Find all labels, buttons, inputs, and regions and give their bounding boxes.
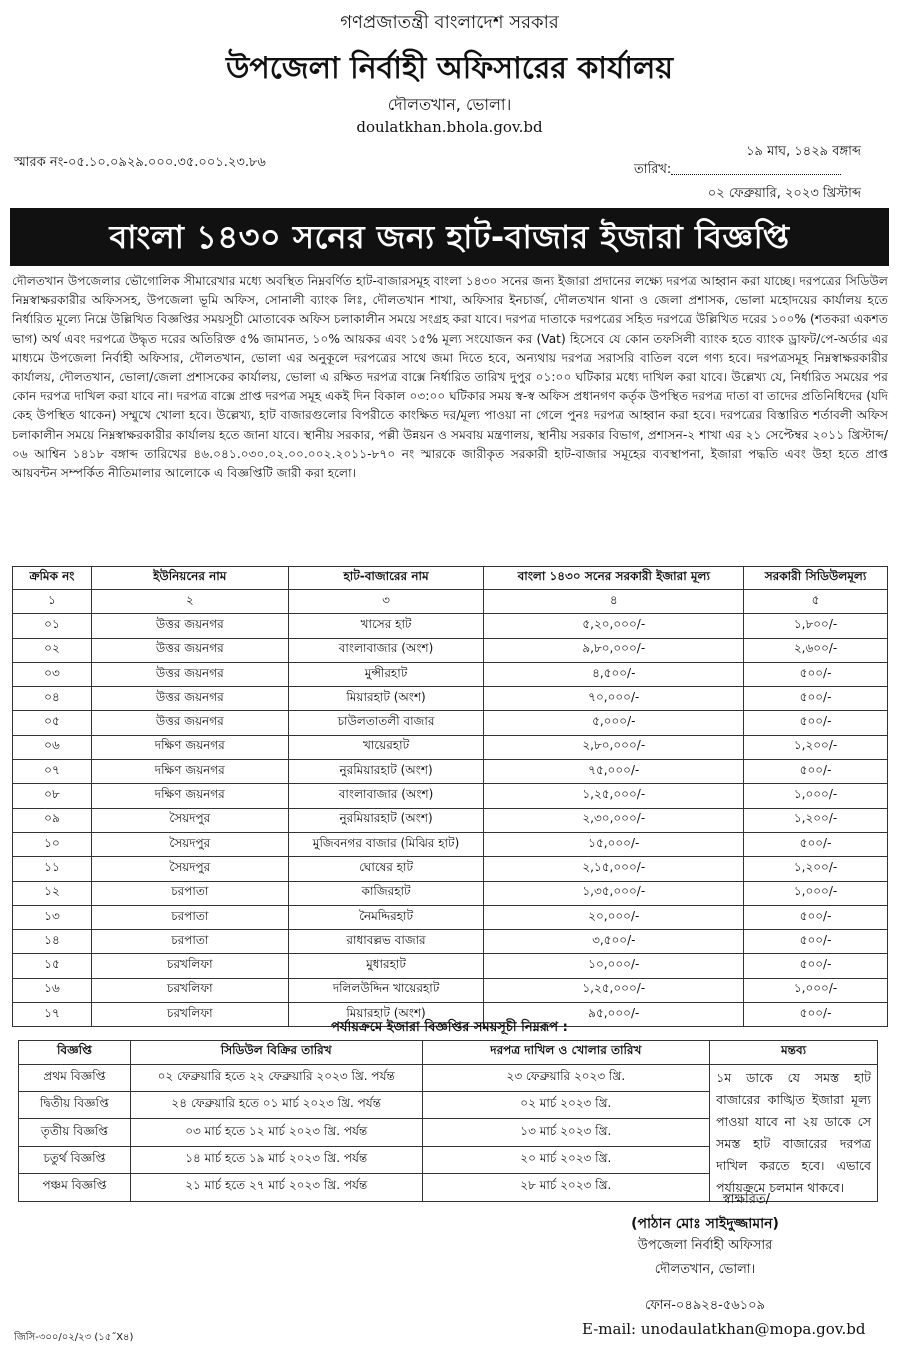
- cell-union: দক্ষিণ জয়নগর: [91, 784, 288, 808]
- table-row: [13, 978, 888, 1002]
- cell-market: ঘোষের হাট: [288, 857, 484, 881]
- sched-header-submit-date: দরপত্র দাখিল ও খোলার তারিখ: [422, 1041, 710, 1065]
- cell-schedule-price: ৫০০/-: [744, 662, 888, 686]
- cell-notice: তৃতীয় বিজ্ঞপ্তি: [19, 1119, 131, 1146]
- cell-market: খায়েরহাট: [288, 735, 484, 759]
- cell-market: নুরমিয়ারহাট (অংশ): [288, 808, 484, 832]
- memo-number: স্মারক নং-০৫.১০.০৯২৯.০০০.৩৫.০০১.২৩.৮৬: [14, 155, 266, 170]
- date-label: [634, 160, 841, 181]
- table-row: [13, 784, 888, 808]
- cell-serial: ১৬: [13, 978, 92, 1002]
- cell-lease-value: ২,৮০,০০০/-: [484, 735, 744, 759]
- cell-union: চরপাতা: [91, 930, 288, 954]
- table-row: [13, 711, 888, 735]
- cell-union: দক্ষিণ জয়নগর: [91, 735, 288, 759]
- cell-union: সৈয়দপুর: [91, 808, 288, 832]
- cell-market: বাংলাবাজার (অংশ): [288, 638, 484, 662]
- cell-sale-date: ০৩ মার্চ হতে ১২ মার্চ ২০২৩ খ্রি. পর্যন্ত: [130, 1119, 422, 1146]
- cell-market: কাজিরহাট: [288, 881, 484, 905]
- cell-schedule-price: ২,৬০০/-: [744, 638, 888, 662]
- cell-union: দক্ষিণ জয়নগর: [91, 760, 288, 784]
- cell-submit-date: ২০ মার্চ ২০২৩ খ্রি.: [422, 1146, 710, 1173]
- cell-serial: ০৮: [13, 784, 92, 808]
- office-website: doulatkhan.bhola.gov.bd: [356, 118, 543, 136]
- cell-lease-value: ৭০,০০০/-: [484, 687, 744, 711]
- cell-sale-date: ২১ মার্চ হতে ২৭ মার্চ ২০২৩ খ্রি. পর্যন্ত: [130, 1174, 422, 1201]
- cell-serial: ১১: [13, 857, 92, 881]
- cell-notice: দ্বিতীয় বিজ্ঞপ্তি: [19, 1091, 131, 1118]
- schedule-row: [19, 1064, 878, 1091]
- col-header-market: হাট-বাজারের নাম: [288, 567, 484, 590]
- cell-serial: ০৬: [13, 735, 92, 759]
- cell-schedule-price: ৫০০/-: [744, 760, 888, 784]
- cell-market: রাধাবল্লভ বাজার: [288, 930, 484, 954]
- cell-schedule-price: ১,০০০/-: [744, 881, 888, 905]
- cell-notice: প্রথম বিজ্ঞপ্তি: [19, 1064, 131, 1091]
- cell-lease-value: ১,২৫,০০০/-: [484, 784, 744, 808]
- signatory-email: E-mail: unodaulatkhan@mopa.gov.bd: [582, 1320, 866, 1338]
- office-address: দৌলতখান, ভোলা।: [387, 95, 512, 114]
- schedule-title: পর্যায়ক্রমে ইজারা বিজ্ঞপ্তির সময়সূচী নিম্নরূপ :: [331, 1020, 568, 1035]
- cell-serial: ১৪: [13, 930, 92, 954]
- bangla-date: ১৯ মাঘ, ১৪২৯ বঙ্গাব্দ: [746, 144, 861, 159]
- schedule-remark: ১ম ডাকে যে সমস্ত হাট বাজারের কাঙ্খিত ইজারা মূল্য পাওয়া যাবে না ২য় ডাকে সে সমস্ত হাট বাজারের দরপত্র দাখিল করতে হবে। এভাবে পর্যায়ক্রমে চলমান থাকবে।: [710, 1064, 878, 1201]
- col-header-serial: ক্রমিক নং: [13, 567, 92, 590]
- table-row: [13, 687, 888, 711]
- cell-serial: ১৭: [13, 1003, 92, 1027]
- cell-serial: ০২: [13, 638, 92, 662]
- schedule-header-row: [19, 1041, 878, 1065]
- col-number: ১: [13, 590, 92, 614]
- cell-submit-date: ২৮ মার্চ ২০২৩ খ্রি.: [422, 1174, 710, 1201]
- cell-schedule-price: ৫০০/-: [744, 832, 888, 856]
- signatory-phone: ফোন-০৪৯২৪-৫৬১০৯: [644, 1298, 766, 1313]
- table-header-row: [13, 567, 888, 590]
- table-row: [13, 735, 888, 759]
- cell-submit-date: ০২ মার্চ ২০২৩ খ্রি.: [422, 1091, 710, 1118]
- cell-lease-value: ৯৫,০০০/-: [484, 1003, 744, 1027]
- cell-market: চাউলতাতলী বাজার: [288, 711, 484, 735]
- cell-schedule-price: ৫০০/-: [744, 1003, 888, 1027]
- cell-market: দলিলউদ্দিন খায়েরহাট: [288, 978, 484, 1002]
- cell-serial: ১০: [13, 832, 92, 856]
- cell-market: বাংলাবাজার (অংশ): [288, 784, 484, 808]
- cell-schedule-price: ৫০০/-: [744, 905, 888, 929]
- table-row: [13, 662, 888, 686]
- cell-schedule-price: ১,২০০/-: [744, 857, 888, 881]
- col-number: ৪: [484, 590, 744, 614]
- cell-union: চরপাতা: [91, 905, 288, 929]
- table-row: [13, 760, 888, 784]
- cell-serial: ০৩: [13, 662, 92, 686]
- cell-lease-value: ৪,৫০০/-: [484, 662, 744, 686]
- table-row: [13, 930, 888, 954]
- signed-label: স্বাক্ষরিত/: [722, 1192, 770, 1207]
- cell-serial: ০৫: [13, 711, 92, 735]
- cell-lease-value: ১,২৫,০০০/-: [484, 978, 744, 1002]
- cell-schedule-price: ৫০০/-: [744, 711, 888, 735]
- cell-lease-value: ৯,৮০,০০০/-: [484, 638, 744, 662]
- table-row: [13, 638, 888, 662]
- cell-serial: ১৩: [13, 905, 92, 929]
- col-header-lease-value: বাংলা ১৪৩০ সনের সরকারী ইজারা মূল্য: [484, 567, 744, 590]
- cell-sale-date: ০২ ফেব্রুয়ারি হতে ২২ ফেব্রুয়ারি ২০২৩ খ্রি. পর্যন্ত: [130, 1064, 422, 1091]
- col-header-schedule-price: সরকারী সিডিউলমূল্য: [744, 567, 888, 590]
- table-row: [13, 614, 888, 638]
- schedule-table: [18, 1040, 878, 1202]
- cell-market: মুধারহাট: [288, 954, 484, 978]
- cell-union: চরখলিফা: [91, 1003, 288, 1027]
- cell-schedule-price: ১,২০০/-: [744, 808, 888, 832]
- cell-serial: ০৪: [13, 687, 92, 711]
- cell-union: উত্তর জয়নগর: [91, 662, 288, 686]
- cell-lease-value: ৫,২০,০০০/-: [484, 614, 744, 638]
- cell-serial: ০১: [13, 614, 92, 638]
- signatory-name: (পাঠান মোঃ সাইদুজ্জামান): [631, 1216, 779, 1232]
- cell-union: উত্তর জয়নগর: [91, 638, 288, 662]
- sched-header-sale-date: সিডিউল বিক্রির তারিখ: [130, 1041, 422, 1065]
- cell-schedule-price: ৫০০/-: [744, 930, 888, 954]
- notice-body-text: দৌলতখান উপজেলার ভৌগোলিক সীমারেখার মধ্যে অবস্থিত নিম্নবর্ণিত হাট-বাজারসমূহ বাংলা ১৪৩০ সনের জন্য ইজারা প্রদানের লক্ষ্যে দরপত্র আহ্বান করা যাচ্ছে। দরপত্রের সিডিউল নিম্নস্বাক্ষরকারীর অফিসসহ, উপজেলা ভূমি অফিস, সোনালী ব্যাংক লিঃ, দৌলতখান শাখা, অফিসার ইনচার্জ, দৌলতখান থানা ও জেলা প্রশাসক, ভোলা মহোদয়ের কার্যালয় হতে নির্ধারিত মূল্যে নিম্নে উল্লিখিত বিজ্ঞপ্তির সময়সূচী মোতাবেক অফিস চলাকালীন সময়ে সংগ্রহ করা যাবে। দরপত্র দাতাকে দরপত্রের সহিত দরপত্রে উল্লিখিত দরের ১০০% (শতকরা একশত ভাগ) অর্থ এবং দরপত্রে উদ্ধৃত দরের অতিরিক্ত ৫% জামানত, ১০% আয়কর এবং ১৫% মূল্য সংযোজন কর (Vat) হিসেবে যে কোন তফসিলী ব্যাংক হতে ব্যাংক ড্রাফট/পে-অর্ডার এর মাধ্যমে উপজেলা নির্বাহী অফিসার, দৌলতখান, ভোলা এর অনুকূলে দরপত্রের সাথে জমা দিতে হবে, অন্যথায় দরপত্র সরাসরি বাতিল বলে গণ্য হবে। দরপত্রসমূহ নিম্নস্বাক্ষরকারীর কার্যালয়, দৌলতখান, ভোলা/জেলা প্রশাসকের কার্যালয়, ভোলা এ রক্ষিত দরপত্র বাক্সে নির্ধারিত তারিখ দুপুর ০১:০০ ঘটিকার মধ্যে দাখিল করা যাবে। উল্লেখ্য যে, নির্ধারিত সময়ের পর কোন দরপত্র দাখিল করা যাবে না। দরপত্র বাক্সে প্রাপ্ত দরপত্র সমূহ একই দিন বিকাল ০৩:০০ ঘটিকার সময় স্ব-স্ব অফিস প্রধানগণ কর্তৃক উপস্থিত দরপত্র দাতা বা তাদের প্রতিনিধিদের (যদি কেহ উপস্থিত থাকেন) সম্মুখে খোলা হবে। উল্লেখ্য, হাট বাজারগুলোর বিপরীতে কাংক্ষিত দর/মূল্য পাওয়া না গেলে পুনঃ দরপত্র আহ্বান করা হবে। দরপত্রের বিস্তারিত শর্তাবলী অফিস চলাকালীন সময়ে নিম্নস্বাক্ষরকারীর কার্যালয় হতে জানা যাবে। স্থানীয় সরকার, পল্লী উন্নয়ন ও সমবায় মন্ত্রণালয়, স্থানীয় সরকার বিভাগ, প্রশাসন-২ শাখা এর ২১ সেপ্টেম্বর ২০১১ খ্রিস্টাব্দ/০৬ আশ্বিন ১৪১৮ বঙ্গাব্দ তারিখের ৪৬.০৪১.০৩০.০২.০০.০০২.২০১১-৮৭০ নং স্মারকে জারীকৃত সরকারী হাট-বাজার সমূহের ব্যবস্থাপনা, ইজারা পদ্ধতি এবং উহা হতে প্রাপ্ত আয়বন্টন সম্পর্কিত নীতিমালার আলোকে এ বিজ্ঞপ্তিটি জারী করা হলো।: [12, 274, 888, 481]
- cell-sale-date: ১৪ মার্চ হতে ১৯ মার্চ ২০২৩ খ্রি. পর্যন্ত: [130, 1146, 422, 1173]
- notice-banner: বাংলা ১৪৩০ সনের জন্য হাট-বাজার ইজারা বিজ্ঞপ্তি: [10, 208, 889, 266]
- cell-lease-value: ১৫,০০০/-: [484, 832, 744, 856]
- cell-schedule-price: ৫০০/-: [744, 954, 888, 978]
- cell-lease-value: ২০,০০০/-: [484, 905, 744, 929]
- table-row: [13, 808, 888, 832]
- sched-header-remark: মন্তব্য: [710, 1041, 878, 1065]
- date-dotted-line: [671, 164, 841, 175]
- cell-lease-value: ২,৩০,০০০/-: [484, 808, 744, 832]
- cell-market: নুরমিয়ারহাট (অংশ): [288, 760, 484, 784]
- cell-sale-date: ২৪ ফেব্রুয়ারি হতে ০১ মার্চ ২০২৩ খ্রি. পর্যন্ত: [130, 1091, 422, 1118]
- cell-lease-value: ৩,৫০০/-: [484, 930, 744, 954]
- cell-market: খাসের হাট: [288, 614, 484, 638]
- cell-schedule-price: ১,০০০/-: [744, 784, 888, 808]
- cell-lease-value: ১,৩৫,০০০/-: [484, 881, 744, 905]
- english-date: ০২ ফেব্রুয়ারি, ২০২৩ খ্রিস্টাব্দ: [707, 186, 861, 201]
- cell-notice: চতুর্থ বিজ্ঞপ্তি: [19, 1146, 131, 1173]
- signatory-place: দৌলতখান, ভোলা।: [654, 1262, 756, 1277]
- table-row: [13, 905, 888, 929]
- cell-market: নৈমদ্দিরহাট: [288, 905, 484, 929]
- cell-union: সৈয়দপুর: [91, 857, 288, 881]
- signatory-designation: উপজেলা নির্বাহী অফিসার: [637, 1238, 773, 1253]
- cell-union: সৈয়দপুর: [91, 832, 288, 856]
- cell-union: চরখলিফা: [91, 978, 288, 1002]
- cell-serial: ১৫: [13, 954, 92, 978]
- col-number: ২: [91, 590, 288, 614]
- cell-serial: ১২: [13, 881, 92, 905]
- cell-schedule-price: ১,৮০০/-: [744, 614, 888, 638]
- cell-submit-date: ১৩ মার্চ ২০২৩ খ্রি.: [422, 1119, 710, 1146]
- col-number-row: [13, 590, 888, 614]
- cell-market: মুজিবনগর বাজার (মিঝির হাট): [288, 832, 484, 856]
- cell-lease-value: ৭৫,০০০/-: [484, 760, 744, 784]
- col-header-union: ইউনিয়নের নাম: [91, 567, 288, 590]
- cell-submit-date: ২৩ ফেব্রুয়ারি ২০২৩ খ্রি.: [422, 1064, 710, 1091]
- cell-union: চরখলিফা: [91, 954, 288, 978]
- govt-title: গণপ্রজাতন্ত্রী বাংলাদেশ সরকার: [340, 12, 559, 33]
- cell-schedule-price: ১,২০০/-: [744, 735, 888, 759]
- print-code: জিসি-৩০০/০২/২৩ (১৫˝X৪): [14, 1332, 134, 1343]
- table-row: [13, 954, 888, 978]
- cell-union: উত্তর জয়নগর: [91, 711, 288, 735]
- sched-header-notice: বিজ্ঞপ্তি: [19, 1041, 131, 1065]
- cell-union: উত্তর জয়নগর: [91, 687, 288, 711]
- cell-union: চরপাতা: [91, 881, 288, 905]
- table-row: [13, 832, 888, 856]
- col-number: ৩: [288, 590, 484, 614]
- hat-bazar-table: [12, 566, 888, 1027]
- cell-market: মুন্সীরহাট: [288, 662, 484, 686]
- cell-serial: ০৯: [13, 808, 92, 832]
- cell-schedule-price: ১,০০০/-: [744, 978, 888, 1002]
- table-row: [13, 857, 888, 881]
- cell-notice: পঞ্চম বিজ্ঞপ্তি: [19, 1174, 131, 1201]
- office-title: উপজেলা নির্বাহী অফিসারের কার্যালয়: [225, 51, 673, 86]
- cell-serial: ০৭: [13, 760, 92, 784]
- cell-lease-value: ১০,০০০/-: [484, 954, 744, 978]
- cell-union: উত্তর জয়নগর: [91, 614, 288, 638]
- cell-market: মিয়ারহাট (অংশ): [288, 687, 484, 711]
- cell-market: মিয়ারহাট (অংশ): [288, 1003, 484, 1027]
- cell-lease-value: ৫,০০০/-: [484, 711, 744, 735]
- cell-schedule-price: ৫০০/-: [744, 687, 888, 711]
- date-label-text: তারিখ:: [634, 162, 672, 177]
- col-number: ৫: [744, 590, 888, 614]
- cell-lease-value: ২,১৫,০০০/-: [484, 857, 744, 881]
- table-row: [13, 881, 888, 905]
